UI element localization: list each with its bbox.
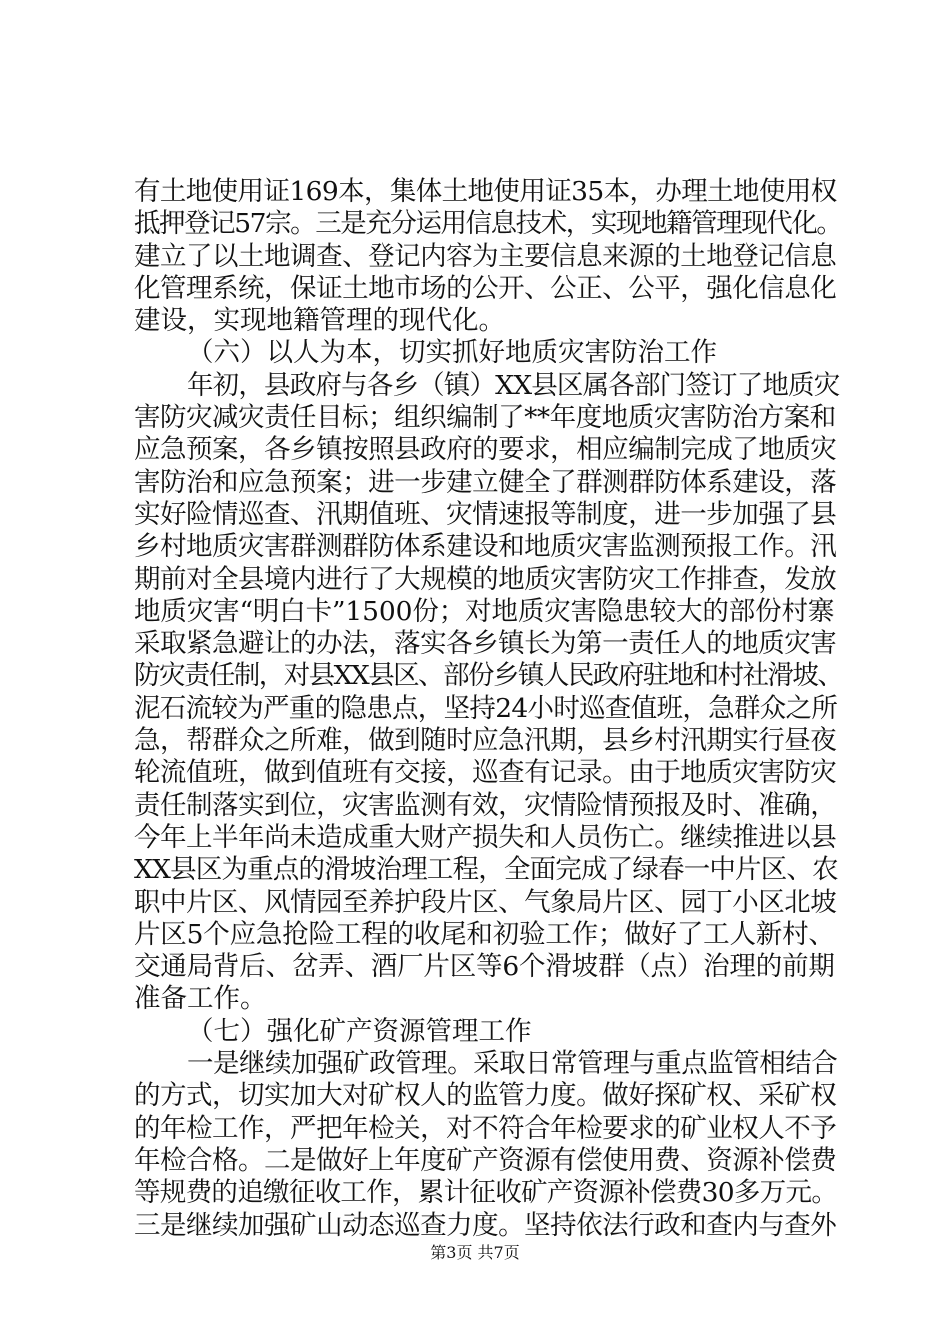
- text-line: 职中片区、风情园至养护段片区、气象局片区、园丁小区北坡: [134, 886, 837, 918]
- text-line: 急，帮群众之所难，做到随时应急汛期，县乡村汛期实行昼夜: [134, 725, 837, 757]
- section-heading: （七）强化矿产资源管理工作: [187, 1015, 532, 1047]
- text-line: 害防灾减灾责任目标；组织编制了**年度地质灾害防治方案和: [134, 402, 836, 434]
- text-line: 片区5个应急抢险工程的收尾和初验工作；做好了工人新村、: [134, 918, 835, 950]
- text-line: 交通局背后、岔弄、酒厂片区等6个滑坡群（点）治理的前期: [134, 951, 835, 983]
- section-heading: （六）以人为本，切实抓好地质灾害防治工作: [187, 337, 717, 369]
- text-line: 采取紧急避让的办法，落实各乡镇长为第一责任人的地质灾害: [134, 628, 837, 660]
- text-line: 有土地使用证169本，集体土地使用证35本，办理土地使用权: [134, 176, 837, 207]
- text-line: 年检合格。二是做好上年度矿产资源有偿使用费、资源补偿费: [134, 1144, 837, 1176]
- text-line: 泥石流较为严重的隐患点，坚持24小时巡查值班，急群众之所: [134, 692, 838, 724]
- text-line: 责任制落实到位，灾害监测有效，灾情险情预报及时、准确，: [134, 789, 837, 821]
- text-line: 乡村地质灾害群测群防体系建设和地质灾害监测预报工作。汛: [134, 531, 837, 563]
- text-line: 三是继续加强矿山动态巡查力度。坚持依法行政和查内与查外: [134, 1209, 837, 1241]
- text-line: 防灾责任制，对县XX县区、部份乡镇人民政府驻地和村社滑坡、: [134, 660, 843, 692]
- text-line: 建设，实现地籍管理的现代化。: [134, 305, 505, 337]
- text-line: 的年检工作，严把年检关，对不符合年检要求的矿业权人不予: [134, 1112, 837, 1144]
- text-line: 年初，县政府与各乡（镇）XX县区属各部门签订了地质灾: [187, 369, 840, 401]
- text-line: 地质灾害“明白卡”1500份；对地质灾害隐患较大的部份村寨: [134, 595, 835, 627]
- document-body: [134, 176, 843, 1242]
- text-line: 害防治和应急预案；进一步建立健全了群测群防体系建设，落: [134, 466, 837, 498]
- text-line: 等规费的追缴征收工作，累计征收矿产资源补偿费30多万元。: [134, 1177, 838, 1209]
- text-line: 准备工作。: [134, 983, 267, 1015]
- text-line: 期前对全县境内进行了大规模的地质灾害防灾工作排查，发放: [134, 563, 837, 595]
- text-line: 一是继续加强矿政管理。采取日常管理与重点监管相结合: [187, 1048, 838, 1080]
- text-line: 今年上半年尚未造成重大财产损失和人员伤亡。继续推进以县: [134, 821, 837, 853]
- text-line: 轮流值班，做到值班有交接，巡查有记录。由于地质灾害防灾: [134, 757, 837, 789]
- text-line: 抵押登记57宗。三是充分运用信息技术，实现地籍管理现代化。: [134, 208, 842, 240]
- page-footer: 第3页 共7页: [430, 1243, 520, 1262]
- text-line: 的方式，切实加大对矿权人的监管力度。做好探矿权、采矿权: [134, 1080, 837, 1112]
- text-line: 实好险情巡查、汛期值班、灾情速报等制度，进一步加强了县: [134, 498, 837, 530]
- text-line: XX县区为重点的滑坡治理工程，全面完成了绿春一中片区、农: [134, 854, 838, 886]
- text-line: 建立了以土地调查、登记内容为主要信息来源的土地登记信息: [134, 240, 837, 272]
- text-line: 化管理系统，保证土地市场的公开、公正、公平，强化信息化: [134, 272, 837, 304]
- text-line: 应急预案，各乡镇按照县政府的要求，相应编制完成了地质灾: [134, 434, 837, 466]
